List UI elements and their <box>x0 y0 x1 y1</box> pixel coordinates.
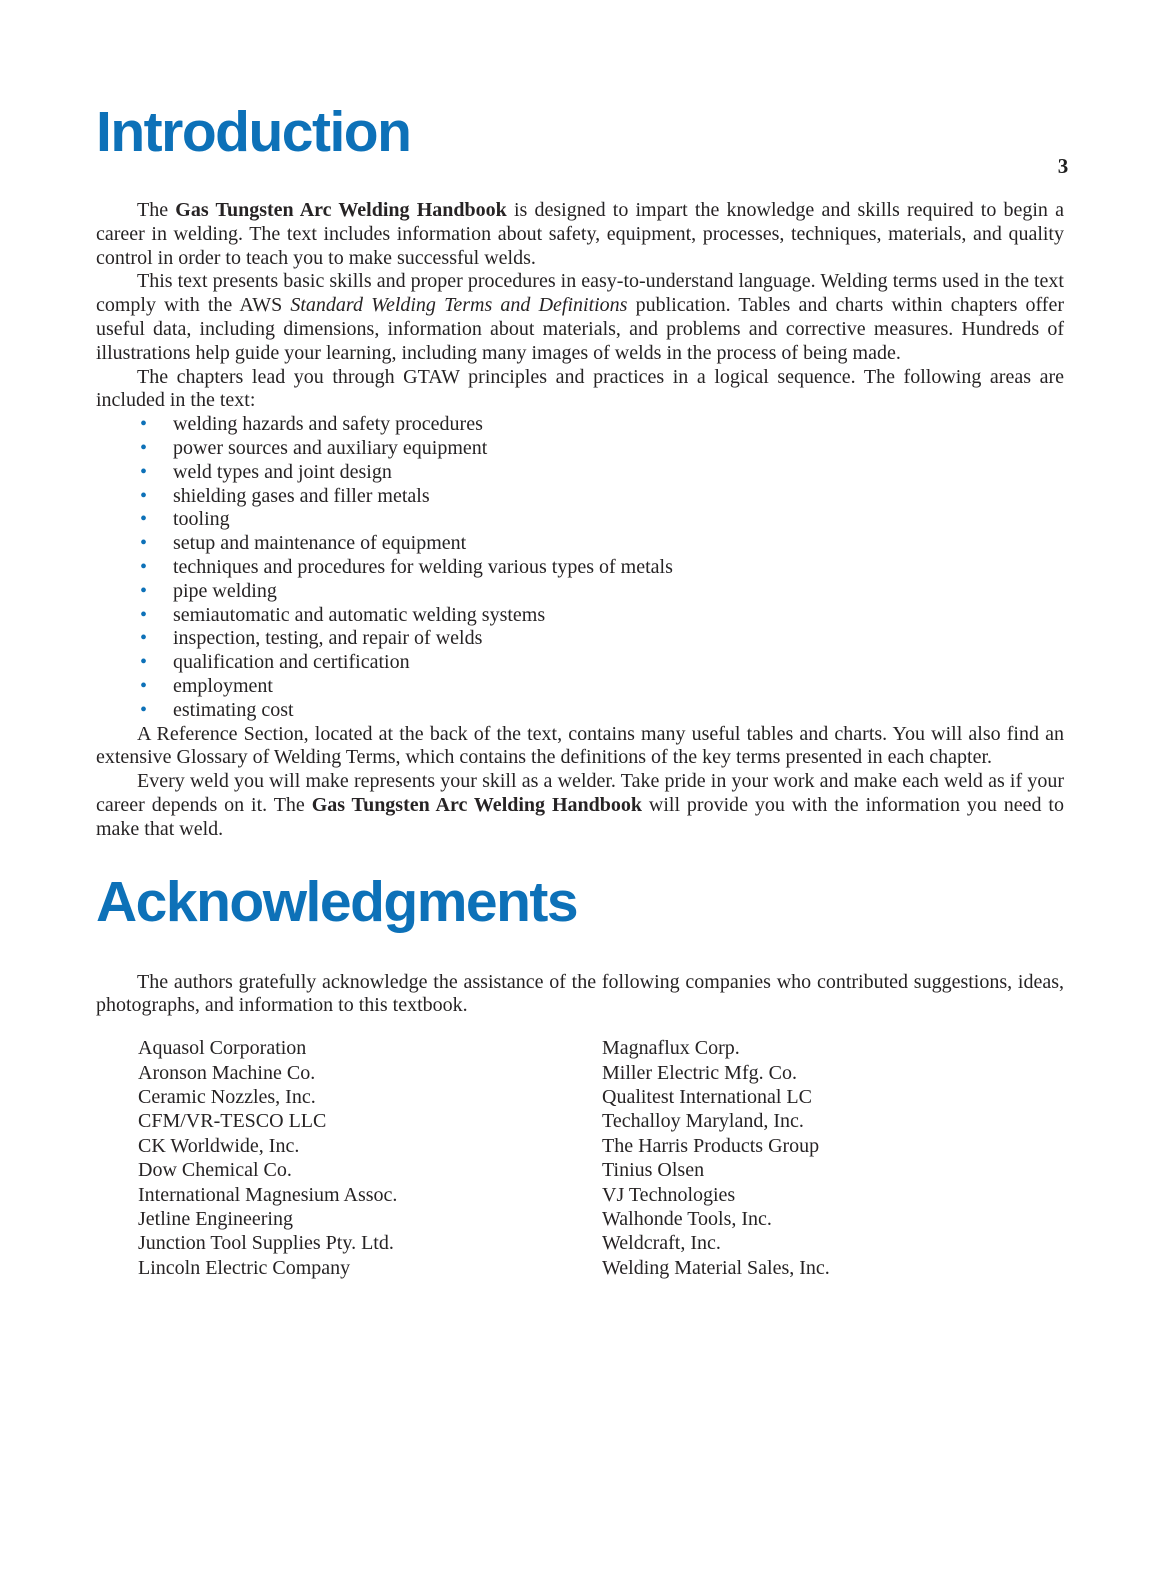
company-name: Aquasol Corporation <box>138 1037 307 1060</box>
bullet-icon: • <box>140 532 148 555</box>
bullet-icon: • <box>140 651 148 674</box>
company-name: Aronson Machine Co. <box>138 1061 316 1084</box>
bullet-text: employment <box>173 674 273 697</box>
intro-paragraph-4: A Reference Section, located at the back of the text, contains many useful tables and charts. You will also find an extensive Glossary of Welding Terms, which contains the definitions of the key terms presented in each chapter. <box>96 722 1064 769</box>
publication-title-italic: Standard Welding Terms and Definitions <box>290 294 628 317</box>
book-page <box>0 100 1156 1280</box>
list-item <box>140 651 1064 675</box>
intro-paragraph-1 <box>96 199 1064 270</box>
bullet-text: power sources and auxiliary equipment <box>173 436 488 459</box>
bullet-text: qualification and certification <box>173 651 410 674</box>
company-name: Magnaflux Corp. <box>602 1037 740 1060</box>
bullet-icon: • <box>140 413 148 436</box>
bullet-text: setup and maintenance of equipment <box>173 532 467 555</box>
company-name: Weldcraft, Inc. <box>602 1232 721 1255</box>
list-item <box>140 508 1064 532</box>
company-name: International Magnesium Assoc. <box>138 1183 398 1206</box>
text-run: is designed to impart the knowledge and skills required to begin a career in welding. The text includes information about safety, equipment, processes, techniques, materials, and quality control in order to teach you to make successful welds. <box>96 199 1065 269</box>
company-name: Jetline Engineering <box>138 1207 293 1230</box>
list-item <box>140 604 1064 628</box>
bullet-text: tooling <box>173 508 230 531</box>
bullet-icon: • <box>140 579 148 602</box>
bullet-icon: • <box>140 698 148 721</box>
bullet-icon: • <box>140 508 148 531</box>
company-name: The Harris Products Group <box>602 1134 820 1157</box>
text-run: This text presents basic skills and proper procedures in easy-to-understand language. Welding terms used in the text comply with the AWS <box>96 270 1064 317</box>
bullet-text: inspection, testing, and repair of welds <box>173 627 483 650</box>
company-name: Walhonde Tools, Inc. <box>602 1207 772 1230</box>
list-item <box>140 437 1064 461</box>
company-name: Dow Chemical Co. <box>138 1159 292 1182</box>
company-name: Junction Tool Supplies Pty. Ltd. <box>138 1232 394 1255</box>
company-name: Welding Material Sales, Inc. <box>602 1256 830 1279</box>
text-run: publication. Tables and charts within chapters offer useful data, including dimensions, information about materials, and problems and corrective measures. Hundreds of illustrations help guide your learning, including many images of welds in the process of being made. <box>96 294 1065 364</box>
intro-paragraph-3: The chapters lead you through GTAW principles and practices in a logical sequence. The following areas are included in the text: <box>96 365 1064 412</box>
bullet-icon: • <box>140 674 148 697</box>
book-title-bold: Gas Tungsten Arc Welding Handbook <box>175 199 507 221</box>
intro-paragraph-5 <box>96 770 1064 841</box>
list-item <box>140 699 1064 723</box>
book-title-bold: Gas Tungsten Arc Welding Handbook <box>311 793 642 816</box>
bullet-icon: • <box>140 436 148 459</box>
intro-paragraph-2 <box>96 270 1064 365</box>
list-item <box>140 413 1064 437</box>
company-name: CK Worldwide, Inc. <box>138 1134 300 1157</box>
text-run: The <box>137 199 176 221</box>
bullet-icon: • <box>140 484 148 507</box>
list-item <box>140 627 1064 651</box>
list-item <box>140 461 1064 485</box>
acknowledgments-paragraph: The authors gratefully acknowledge the assistance of the following companies who contributed suggestions, ideas, photographs, and information to this textbook. <box>96 970 1064 1017</box>
company-column-right <box>602 1036 1064 1280</box>
list-item <box>140 556 1064 580</box>
company-name: CFM/VR-TESCO LLC <box>138 1110 327 1133</box>
bullet-icon: • <box>140 627 148 650</box>
text-run: Every weld you will make represents your skill as a welder. Take pride in your work and make each weld as if your career depends on it. The <box>96 770 1064 816</box>
company-columns <box>96 1036 1064 1280</box>
company-name: VJ Technologies <box>602 1183 736 1206</box>
bullet-text: techniques and procedures for welding various types of metals <box>173 555 673 578</box>
text-run: will provide you with the information you need to make that weld. <box>96 793 1064 840</box>
list-item <box>140 580 1064 604</box>
company-name: Qualitest International LC <box>602 1085 812 1108</box>
list-item <box>140 532 1064 556</box>
bullet-text: estimating cost <box>173 698 294 721</box>
company-name: Techalloy Maryland, Inc. <box>602 1110 804 1133</box>
bullet-text: semiautomatic and automatic welding systems <box>173 603 546 626</box>
page-number: 3 <box>1057 154 1069 178</box>
bullet-icon: • <box>140 460 148 483</box>
bullet-text: shielding gases and filler metals <box>173 484 430 507</box>
list-item <box>140 485 1064 509</box>
list-item <box>140 675 1064 699</box>
company-column-left <box>96 1036 602 1280</box>
bullet-text: pipe welding <box>173 579 277 602</box>
company-name: Miller Electric Mfg. Co. <box>602 1061 797 1084</box>
bullet-text: welding hazards and safety procedures <box>173 413 483 436</box>
bullet-icon: • <box>140 555 148 578</box>
topics-list <box>96 413 1064 722</box>
acknowledgments-heading: Acknowledgments <box>96 869 578 934</box>
bullet-text: weld types and joint design <box>173 460 392 483</box>
company-name: Tinius Olsen <box>602 1159 705 1182</box>
company-name: Ceramic Nozzles, Inc. <box>138 1085 316 1108</box>
introduction-heading: Introduction <box>96 100 411 164</box>
company-name: Lincoln Electric Company <box>138 1256 351 1279</box>
bullet-icon: • <box>140 603 148 626</box>
